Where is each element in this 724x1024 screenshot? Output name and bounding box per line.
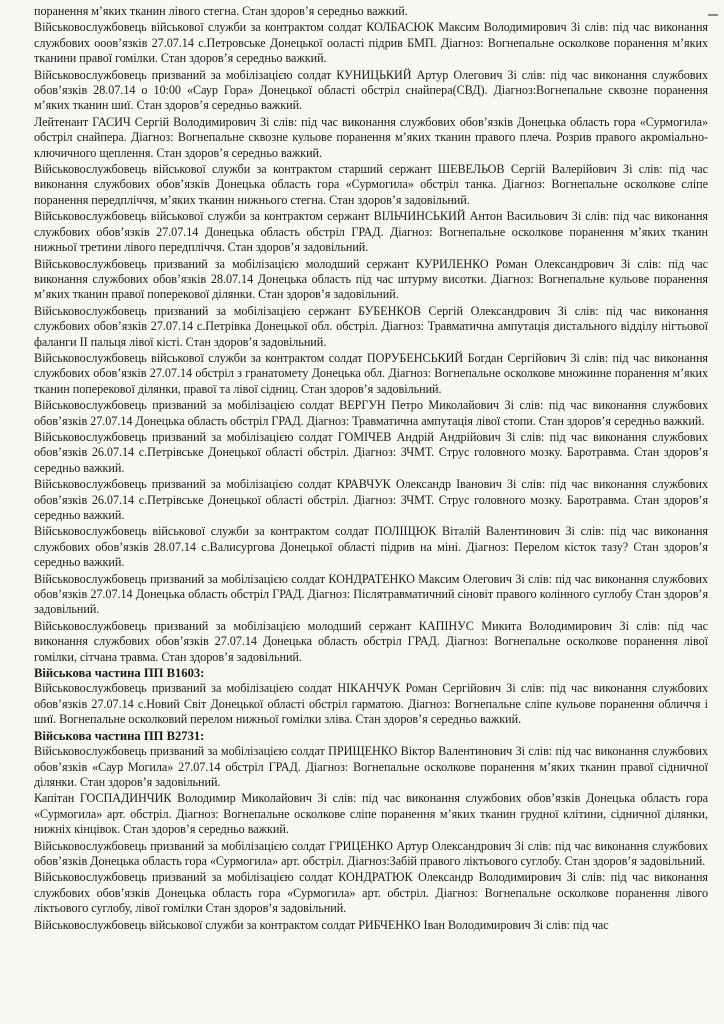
casualty-entry: Військовослужбовець військової служби за контрактом старший сержант ШЕВЕЛЬОВ Сергій Валерійович Зі слів: під час виконання службових обов’язків Донецька область гора «Сурмогила» обстріл танка. Діагноз: Вогнепальне осколкове сліпе поранення передпліччя, м’яких тканин нижнього стегна. Стан здоров’я задовільний. [34,162,708,207]
unit-heading: Військова частина ПП В2731: [34,728,205,743]
scan-artifact [708,14,718,16]
unit-heading: Військова частина ПП В1603: [34,666,205,681]
casualty-entry: Військовослужбовець призваний за мобілізацією солдат ГОМІЧЕВ Андрій Андрійович Зі слів: під час виконання службових обов’язків 26.07.14 с.Петрівське Донецької області обстріл. Діагноз: ЗЧМТ. Струс головного мозку. Баротравма. Стан здоров’я середньо важкий. [34,429,708,475]
casualty-entry: Капітан ГОСПАДИНЧИК Володимир Миколайович Зі слів: під час виконання службових обов’язків Донецька область гора «Сурмогила» арт. обстріл. Діагноз: Вогнепальне осколкове сліпе поранення м’яких тканин грудної клітини, сідничної ділянки, нижніх кінцівок. Стан здоров’я середньо важкий. [34,791,708,837]
casualty-entry: Військовослужбовець призваний за мобілізацією солдат КУНИЦЬКИЙ Артур Олегович Зі слів: під час виконання службових обов’язків 28.07.14 о 10:00 «Саур Гора» Донецької області обстріл снайпера(СВД). Діагноз:Вогнепальне сквозне поранення м’яких тканин шиї. Стан здоров’я середньо важкий. [34,67,708,113]
casualty-entry: Військовослужбовець військової служби за контрактом солдат ПОРУБЕНСЬКИЙ Богдан Сергійович Зі слів: під час виконання службових обов’язків 27.07.14 обстріл з гранатомету Донецька обл. Діагноз: Вогнепальне осколкове множинне поранення м’яких тканин поперекової ділянки, правої та лівої сідниц. Стан здоров’я задовільний. [34,350,708,396]
casualty-entry: Військовослужбовець призваний за мобілізацією солдат ВЕРГУН Петро Миколайович Зі слів: під час виконання службових обов’язків 27.07.14 Донецька область обстріл ГРАД. Діагноз: Травматична ампутація лівої стопи. Стан здоров’я середньо важкий. [34,398,708,428]
casualty-entry: Військовослужбовець призваний за мобілізацією солдат КОНДРАТЮК Олександр Володимирович Зі слів: під час виконання службових обов’язків Донецька область гора «Сурмогила» арт. обстріл. Діагноз: Вогнепальне осколкове поранення лівого ліктьового суглобу, лівої гомілки Стан здоров’я задовільний. [34,870,708,916]
casualty-entry: Військовослужбовець військової служби за контрактом солдат КОЛБАСЮК Максим Володимирович Зі слів: під час виконання службових ооов’язків 27.07.14 с.Петровське Донецької ооласті підрив БМП. Діагноз: Вогнепальне осколкове поранення м’яких тканини правої гомілки. Стан здоров’я середньо важкий. [34,20,708,66]
casualty-entry: Військовослужбовець призваний за мобілізацією солдат НІКАНЧУК Роман Сергійович Зі слів: під час виконання службових обов’язків 27.07.14 с.Новий Світ Донецької області обстріл гарматою. Діагноз: Вогнепальне сліпе кульове поранення обличчя і шиї. Вогнепальне осколковий перелом нижньої гомілки зліва. Стан здоров’я середньо важкий. [34,681,708,727]
casualty-entry: Військовослужбовець військової служби за контрактом солдат ПОЛІЩЮК Віталій Валентинович Зі слів: під час виконання службових обов’язків 28.07.14 с.Валисургова Донецької області підрив на міні. Діагноз: Перелом кісток тазу? Стан здоров’я середньо важкий. [34,524,708,570]
casualty-entry: поранення м’яких тканин лівого стегна. Стан здоров’я середньо важкий. [34,4,408,18]
document-body [34,4,708,933]
casualty-entry: Військовослужбовець призваний за мобілізацією молодший сержант КАПІНУС Микита Володимирович Зі слів: під час виконання службових обов’язків 27.07.14 Донецька область обстріл ГРАД. Діагноз: Вогнепальне осколкове поранення лівої гомілки, сітчана травма. Стан здоров’я задовільний. [34,618,708,664]
casualty-entry: Військовослужбовець військової служби за контрактом сержант ВІЛЬЧИНСЬКИЙ Антон Васильович Зі слів: під час виконання службових обов’язків 27.07.14 Донецька область обстріл ГРАД. Діагноз: Вогнепальне осколкове поранення м’яких тканин нижньої третини лівого передпліччя. Стан здоров’я задовільний. [34,209,708,255]
casualty-entry: Військовослужбовець призваний за мобілізацією солдат ПРИЩЕНКО Віктор Валентинович Зі слів: під час виконання службових обов’язків «Саур Могила» 27.07.14 обстріл ГРАД. Діагноз: Вогнепальне осколкове поранення м’яких тканин правої сідничної ділянки. Стан здоров’я задовільний. [34,744,708,789]
casualty-entry: Військовослужбовець призваний за мобілізацією молодший сержант КУРИЛЕНКО Роман Олександрович Зі слів: під час виконання службових обов’язків 28.07.14 Донецька область під час штурму висотки. Діагноз: Вогнепальне кульове поранення м’яких тканин правої поперекової ділянки. Стан здоров’я задовільний. [34,256,708,302]
casualty-entry: Військовослужбовець призваний за мобілізацією солдат КОНДРАТЕНКО Максим Олегович Зі слів: під час виконання службових обов’язків 27.07.14 Донецька область обстріл ГРАД. Діагноз: Післятравматичний сіновіт правого колінного суглобу Стан здоров’я задовільний. [34,571,708,617]
casualty-entry: Військовослужбовець військової служби за контрактом солдат РИБЧЕНКО Іван Володимирович Зі слів: під час [34,917,609,932]
casualty-entry: Військовослужбовець призваний за мобілізацією солдат ГРИЦЕНКО Артур Олександрович Зі слів: під час виконання службових обов’язків Донецька область гора «Сурмогила» арт. обстріл. Діагноз:Забій правого ліктьового суглобу. Стан здоров’я задовільний. [34,838,708,868]
casualty-entry: Військовослужбовець призваний за мобілізацією сержант БУБЕНКОВ Сергій Олександрович Зі слів: під час виконання службових обов’язків 27.07.14 с.Петрівка Донецької обл. обстріл. Діагноз: Травматична ампутація дистального відділу нігтьової фаланги II пальця лівої кісті. Стан здоров’я задовільний. [34,303,708,349]
casualty-entry: Лейтенант ГАСИЧ Сергій Володимирович Зі слів: під час виконання службових обов’язків Донецька область гора «Сурмогила» обстріл снайпера. Діагноз: Вогнепальне сквозне кульове поранення м’яких тканин правого плеча. Розрив правого акроміально-ключичного щеплення. Стан здоров’я середньо важкий. [34,114,708,160]
casualty-entry: Військовослужбовець призваний за мобілізацією солдат КРАВЧУК Олександр Іванович Зі слів: під час виконання службових обов’язків 26.07.14 с.Петрівське Донецької області обстріл. Діагноз: ЗЧМТ. Струс головного мозку. Баротравма. Стан здоров’я середньо важкий. [34,477,708,522]
